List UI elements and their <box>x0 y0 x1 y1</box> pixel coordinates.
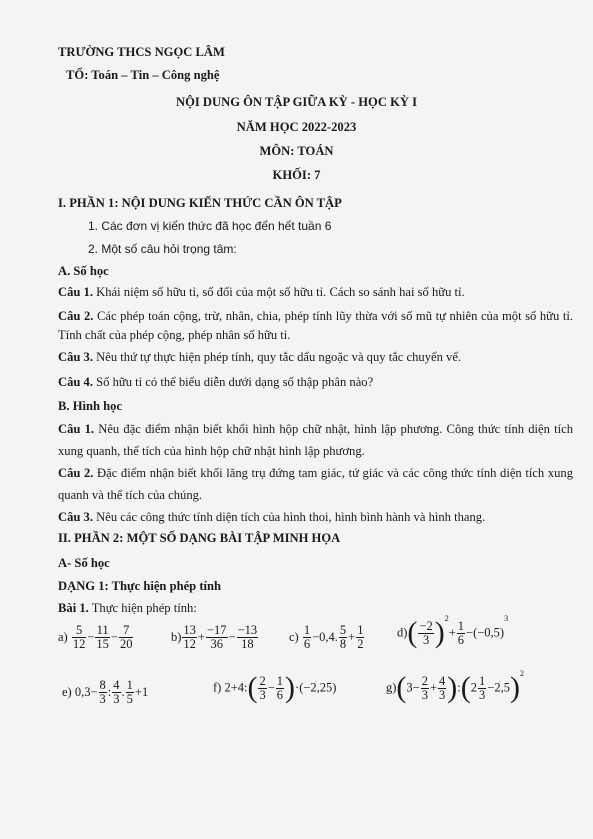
part2-heading: II. PHẦN 2: MỘT SỐ DẠNG BÀI TẬP MINH HỌA <box>58 531 341 545</box>
section-algebra: A. Số học <box>58 264 109 278</box>
school-year: NĂM HỌC 2022-2023 <box>236 120 357 134</box>
expr-f: f) 2+4:( $\frac{2}{3}$ − $\frac{1}{6}$ )·(−2,25) <box>213 671 337 704</box>
expr-a: a) $\frac{5}{12}$ − $\frac{11}{15}$ − $\frac{7}{20}$ <box>58 623 133 651</box>
part1-item: 2. Một số câu hỏi trọng tâm: <box>88 242 237 256</box>
question: Câu 1. Nêu đặc điểm nhận biết khối hình hộp chữ nhật, hình lập phương. Công thức tính diện tích xung quanh, thể tích của hình hộp chữ nhật hình lập phương. <box>58 422 573 458</box>
question: Câu 3. Nêu các công thức tính diện tích của hình thoi, hình bình hành và hình thang. <box>58 510 486 524</box>
question: Câu 4. Số hữu tỉ có thể biểu diễn dưới dạng số thập phân nào? <box>58 375 374 389</box>
subject: MÔN: TOÁN <box>259 144 334 158</box>
question: Câu 3. Nêu thứ tự thực hiện phép tính, quy tắc dấu ngoặc và quy tắc chuyển vế. <box>58 350 462 364</box>
question: Câu 2. Đặc điểm nhận biết khối lăng trụ đứng tam giác, tứ giác và các công thức tính diện tích xung quanh và thể tích của chúng. <box>58 466 573 502</box>
section-geometry: B. Hình học <box>58 399 123 413</box>
exercise-form: DẠNG 1: Thực hiện phép tính <box>58 579 222 593</box>
exercise-intro: Bài 1. Thực hiện phép tính: <box>58 601 197 615</box>
question: Câu 2. Các phép toán cộng, trừ, nhân, chia, phép tính lũy thừa với số mũ tự nhiên của một số hữu tỉ. Tính chất của phép cộng, phép nhân số hữu tỉ. <box>58 309 573 342</box>
school-name: TRƯỜNG THCS NGỌC LÂM <box>58 45 225 59</box>
expr-e: e) 0,3− $\frac{8}{3}$ : $\frac{4}{3}$ . $\frac{1}{5}$ +1 <box>62 678 149 706</box>
question: Câu 1. Khái niệm số hữu tỉ, số đối của một số hữu tỉ. Cách so sánh hai số hữu tỉ. <box>58 285 465 299</box>
expr-g: g)(3− $\frac{2}{3}$ + $\frac{4}{3}$ ):(2 $\frac{1}{3}$ −2,5)$^2$ <box>386 669 524 704</box>
doc-title: NỘI DUNG ÔN TẬP GIỮA KỲ - HỌC KỲ I <box>175 95 418 109</box>
part1-heading: I. PHẦN 1: NỘI DUNG KIẾN THỨC CẦN ÔN TẬP <box>58 196 342 210</box>
part2-subsection: A- Số học <box>58 556 110 570</box>
expr-b: b) $\frac{13}{12}$ + $\frac{-17}{36}$ − $\frac{-13}{18}$ <box>171 623 258 651</box>
grade: KHỐI: 7 <box>272 168 321 182</box>
part1-item: 1. Các đơn vị kiến thức đã học đến hết tuần 6 <box>88 219 332 233</box>
expr-c: c) $\frac{1}{6}$ −0,4. $\frac{5}{8}$ + $\frac{1}{2}$ <box>289 623 364 651</box>
department: TỔ: Toán – Tin – Công nghệ <box>66 68 220 82</box>
expr-d: d)( $\frac{-2}{3}$ )$^2$+ $\frac{1}{6}$ $-(-0,5)^3$ <box>397 614 509 649</box>
